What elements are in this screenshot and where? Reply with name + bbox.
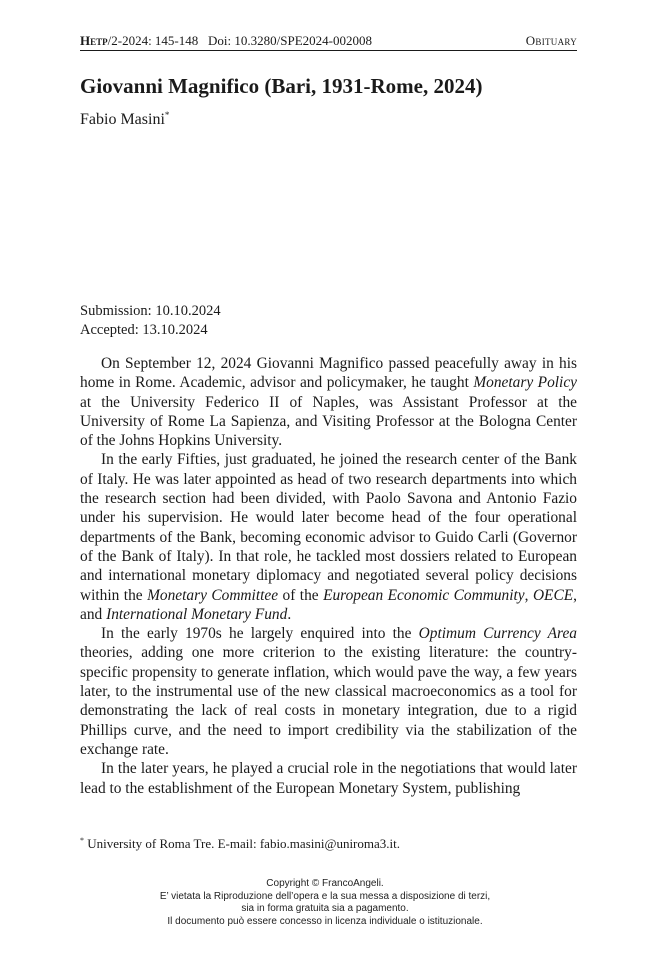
header-rule [80, 50, 577, 51]
footnote-text: University of Roma Tre. E-mail: fabio.masini@uniroma3.it. [84, 836, 400, 851]
text-run: theories, adding one more criterion to the existing literature: the country-specific propensity to generate inflation, which would pave the way, a few years later, to the instrumental use of the new classical macroeconomics as a tool for demonstrating the lack of real costs in monetary integration, due to a rigid Phillips curve, and the need to import credibility via the stabilization of the exchange rate. [80, 644, 577, 758]
article-body [80, 354, 577, 798]
citation-line [80, 33, 372, 49]
text-run: . [287, 605, 292, 623]
copyright-line: Il documento può essere concesso in licenza individuale o istituzionale. [167, 915, 483, 927]
text-run: In the later years, he played a crucial role in the negotiations that would later lead to the establishment of the European Monetary System, publishing [80, 760, 577, 797]
italic-term: OECE [532, 586, 574, 604]
accepted-date: Accepted: 13.10.2024 [80, 322, 208, 338]
italic-term: International Monetary Fund [106, 605, 288, 623]
citation-doi: /2-2024: 145-148 Doi: 10.3280/SPE2024-002008 [107, 33, 372, 48]
section-label: Obituary [525, 33, 577, 48]
body-paragraph [80, 759, 577, 798]
body-paragraph [80, 450, 577, 624]
text-run: On September 12, 2024 Giovanni Magnifico passed peacefully away in his home in Rome. Academic, advisor and policymaker, he taught [80, 355, 577, 392]
copyright-line: sia in forma gratuita sia a pagamento. [241, 903, 409, 915]
text-run: In the early 1970s he largely enquired into the [101, 625, 419, 643]
journal-name: Hetp [80, 33, 108, 48]
submission-dates [80, 302, 221, 340]
italic-term: Monetary Policy [473, 374, 577, 392]
running-header [80, 33, 577, 51]
copyright-line: Copyright © FrancoAngeli. [266, 878, 384, 889]
italic-term: Monetary Committee [147, 586, 279, 604]
text-run: , [524, 586, 533, 604]
text-run: , and [80, 586, 577, 623]
italic-term: European Economic Community [323, 586, 525, 604]
author [80, 104, 169, 131]
author-name: Fabio Masini [80, 111, 165, 128]
text-run: In the early Fifties, just graduated, he joined the research center of the Bank of Italy. He was later appointed as head of two research departments into which the research section had been divided, with Paolo Savona and Antonio Fazio under his supervision. He would later become head of the four operational departments of the Bank, becoming economic advisor to Guido Carli (Governor of the Bank of Italy). In that role, he tackled most dossiers related to European and international monetary diplomacy and negotiated several policy decisions within the [80, 451, 577, 604]
text-run: at the University Federico II of Naples, was Assistant Professor at the University of Rome La Sapienza, and Visiting Professor at the Bologna Center of the Johns Hopkins University. [80, 393, 577, 450]
copyright-line: E’ vietata la Riproduzione dell’opera e la sua messa a disposizione di terzi, [159, 890, 491, 902]
footnote-mark: * [80, 836, 84, 845]
submission-date: Submission: 10.10.2024 [80, 303, 221, 319]
italic-term: Optimum Currency Area [418, 625, 577, 643]
body-paragraph [80, 354, 577, 450]
body-paragraph [80, 624, 577, 759]
author-footnote [80, 833, 400, 852]
article-title: Giovanni Magnifico (Bari, 1931-Rome, 2024) [80, 74, 483, 98]
author-footnote-mark: * [164, 110, 170, 120]
copyright-notice [0, 878, 650, 928]
text-run: of the [278, 586, 324, 604]
